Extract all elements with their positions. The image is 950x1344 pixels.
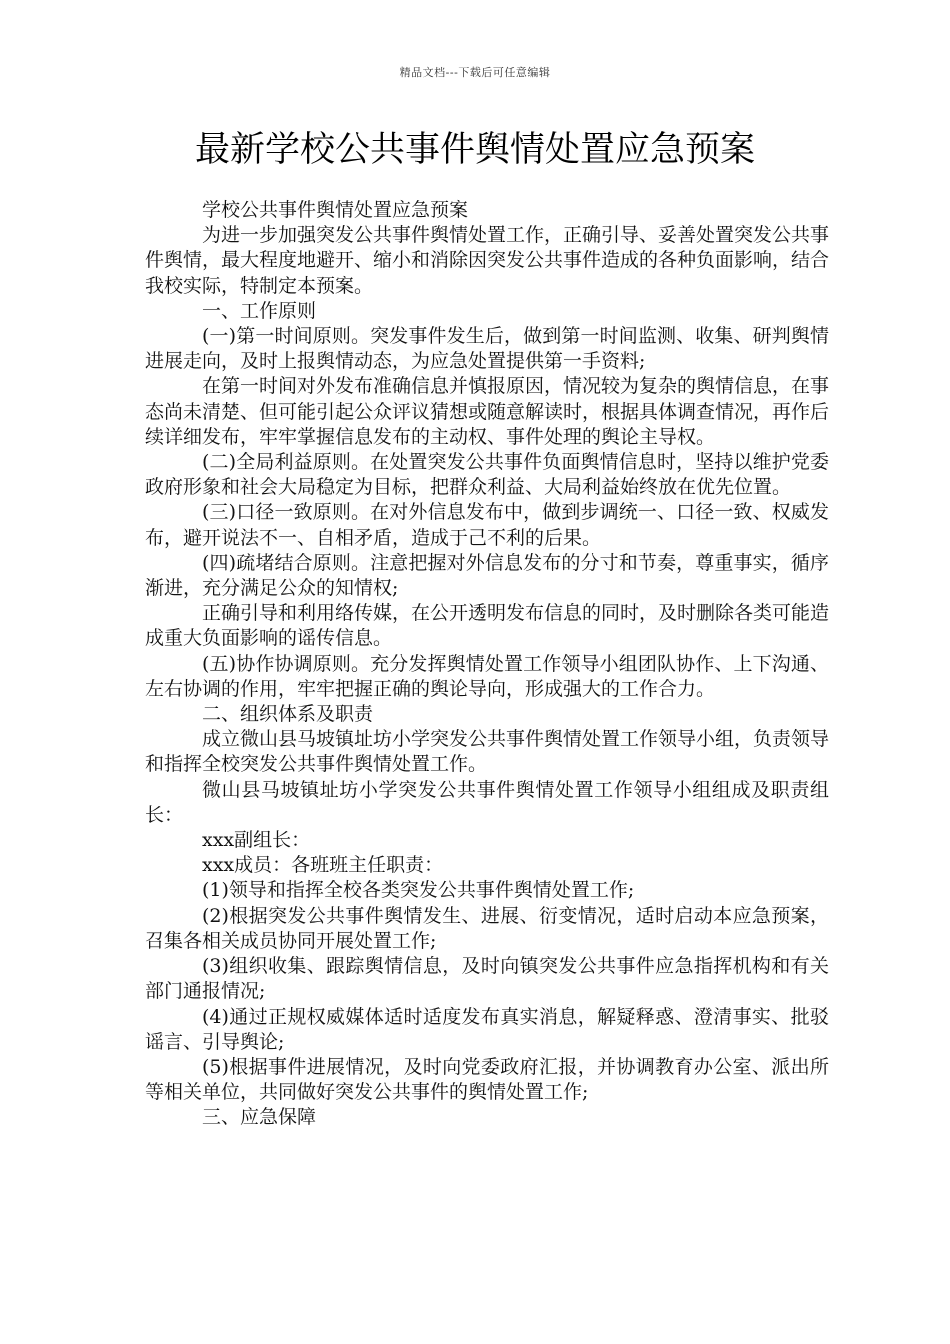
paragraph-principle-1-detail: 在第一时间对外发布准确信息并慎报原因，情况较为复杂的舆情信息，在事态尚未清楚、但可能引起公众评议猜想或随意解读时，根据具体调查情况，再作后续详细发布，牢牢掌握信息发布的主动权、事件处理的舆论主导权。 [145,375,830,448]
paragraph-principle-2: (二)全局利益原则。在处置突发公共事件负面舆情信息时，坚持以维护党委政府形象和社会大局稳定为目标，把群众利益、大局利益始终放在优先位置。 [145,451,829,499]
section-heading-support: 三、应急保障 [202,1106,317,1129]
paragraph-principle-4-detail: 正确引导和利用络传媒，在公开透明发布信息的同时，及时删除各类可能造成重大负面影响的谣传信息。 [145,602,830,650]
paragraph-principle-4: (四)疏堵结合原则。注意把握对外信息发布的分寸和节奏，尊重事实，循序渐进，充分满足公众的知情权; [145,551,829,600]
paragraph-duty-5: (5)根据事件进展情况，及时向党委政府汇报，并协调教育办公室、派出所等相关单位，共同做好突发公共事件的舆情处置工作; [145,1055,829,1104]
section-heading-organization: 二、组织体系及职责 [202,703,374,726]
document-title: 最新学校公共事件舆情处置应急预案 [194,130,755,170]
paragraph-organization: 成立微山县马坡镇址坊小学突发公共事件舆情处置工作领导小组，负责领导和指挥全校突发公共事件舆情处置工作。 [145,728,830,776]
paragraph-leadership: 微山县马坡镇址坊小学突发公共事件舆情处置工作领导小组组成及职责组长： [145,778,829,826]
paragraph-duty-3: (3)组织收集、跟踪舆情信息，及时向镇突发公共事件应急指挥机构和有关部门通报情况; [145,955,829,1003]
section-heading-principles: 一、工作原则 [202,299,317,322]
paragraph-members: xxx成员：各班班主任职责： [202,854,444,877]
header-note: 精品文档---下载后可任意编辑 [399,66,551,79]
paragraph-principle-3: (三)口径一致原则。在对外信息发布中，做到步调统一、口径一致、权威发布，避开说法不一、自相矛盾，造成于己不利的后果。 [145,501,829,549]
document-body [145,198,829,1131]
paragraph-duty-1: (1)领导和指挥全校各类突发公共事件舆情处置工作; [202,879,635,902]
paragraph-duty-4: (4)通过正规权威媒体适时适度发布真实消息，解疑释惑、澄清事实、批驳谣言、引导舆论; [145,1005,829,1053]
paragraph-principle-1: (一)第一时间原则。突发事件发生后，做到第一时间监测、收集、研判舆情进展走向，及时上报舆情动态，为应急处置提供第一手资料; [145,325,829,373]
paragraph-deputy: xxx副组长： [202,829,311,852]
paragraph-principle-5: (五)协作协调原则。充分发挥舆情处置工作领导小组团队协作、上下沟通、左右协调的作用，牢牢把握正确的舆论导向，形成强大的工作合力。 [145,652,829,700]
paragraph-duty-2: (2)根据突发公共事件舆情发生、进展、衍变情况，适时启动本应急预案，召集各相关成员协同开展处置工作; [145,904,829,952]
paragraph-subtitle: 学校公共事件舆情处置应急预案 [202,199,469,221]
paragraph-intro: 为进一步加强突发公共事件舆情处置工作，正确引导、妥善处置突发公共事件舆情，最大程度地避开、缩小和消除因突发公共事件造成的各种负面影响，结合我校实际，特制定本预案。 [145,224,830,297]
